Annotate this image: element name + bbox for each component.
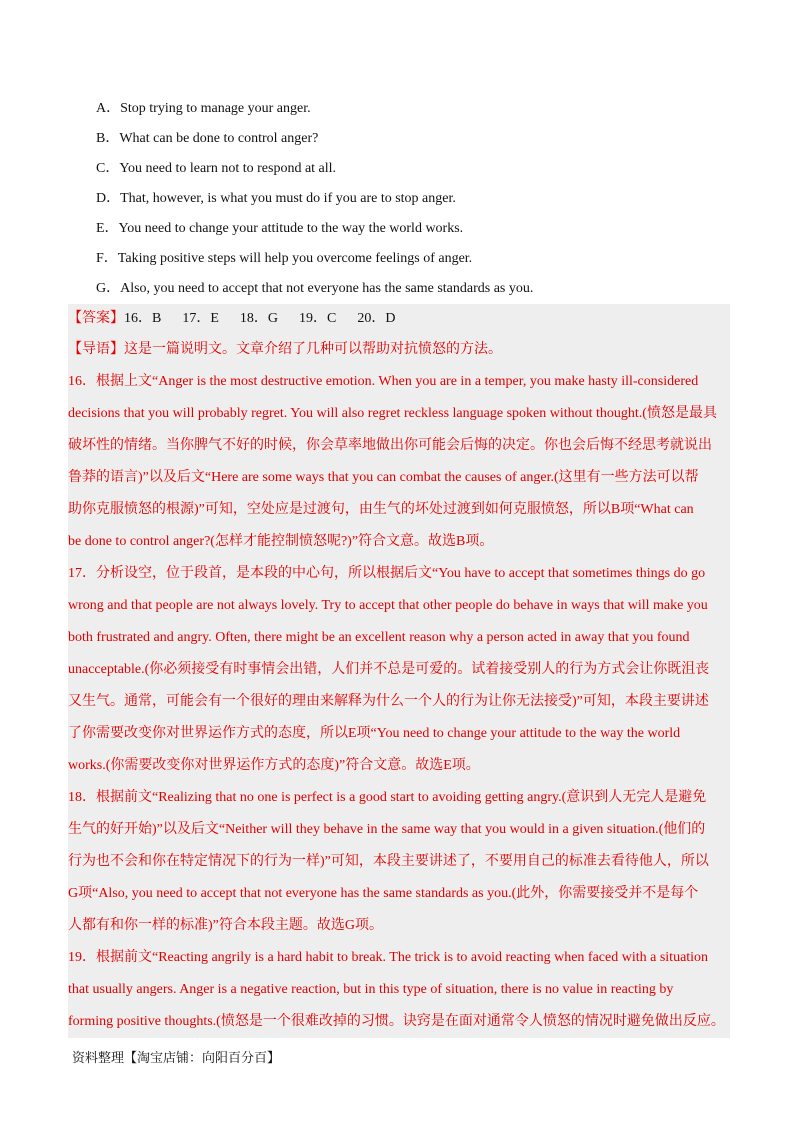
options-list bbox=[96, 94, 736, 304]
explanation-line: 行为也不会和你在特定情况下的行为一样)”可知，本段主要讲述了，不要用自己的标准去看待他人，所以 bbox=[68, 854, 709, 869]
explanation-line: works.(你需要改变你对世界运作方式的态度)”符合文意。故选E项。 bbox=[68, 758, 480, 773]
explanation-line: wrong and that people are not always lovely. Try to accept that other people do behave in ways that will make you bbox=[68, 598, 708, 613]
guide-label: 【导语】 bbox=[68, 342, 124, 357]
answer-label: 【答案】 bbox=[68, 311, 124, 326]
explanation-line: 人都有和你一样的标准)”符合本段主题。故选G项。 bbox=[68, 918, 383, 933]
explanation-line: G项“Also, you need to accept that not everyone has the same standards as you.(此外，你需要接受并不是每个 bbox=[68, 886, 699, 901]
explanation-line: that usually angers. Anger is a negative reaction, but in this type of situation, there is no value in reacting by bbox=[68, 982, 674, 997]
explanation-line: 破坏性的情绪。当你脾气不好的时候，你会草率地做出你可能会后悔的决定。你也会后悔不经思考就说出 bbox=[68, 438, 712, 453]
explanation-line: 鲁莽的语言)”以及后文“Here are some ways that you can combat the causes of anger.(这里有一些方法可以帮 bbox=[68, 470, 699, 485]
guide-line bbox=[68, 334, 730, 366]
page-footer: 资料整理【淘宝店铺：向阳百分百】 bbox=[72, 1051, 281, 1066]
explanation-line: 生气的好开始)”以及后文“Neither will they behave in the same way that you would in a given situation.(他们的 bbox=[68, 822, 706, 837]
explanation-line: 17．分析设空，位于段首，是本段的中心句，所以根据后文“You have to accept that sometimes things do go bbox=[68, 566, 706, 581]
option-d: D．That, however, is what you must do if you are to stop anger. bbox=[96, 191, 456, 206]
explanation-line: 19．根据前文“Reacting angrily is a hard habit to break. The trick is to avoid reacting when faced with a situation bbox=[68, 950, 709, 965]
option-e: E．You need to change your attitude to the way the world works. bbox=[96, 221, 464, 236]
explanation-line: be done to control anger?(怎样才能控制愤怒呢?)”符合文意。故选B项。 bbox=[68, 534, 494, 549]
option-c: C．You need to learn not to respond at all. bbox=[96, 161, 337, 176]
option-g: G．Also, you need to accept that not everyone has the same standards as you. bbox=[96, 281, 534, 296]
explanation-line: 助你克服愤怒的根源)”可知，空处应是过渡句，由生气的坏处过渡到如何克服愤怒，所以B项“What can bbox=[68, 502, 694, 517]
explanation-line: unacceptable.(你必须接受有时事情会出错，人们并不总是可爱的。试着接受别人的行为方式会让你既沮丧 bbox=[68, 662, 710, 677]
explanation-line: forming positive thoughts.(愤怒是一个很难改掉的习惯。诀窍是在面对通常令人愤怒的情况时避免做出反应。 bbox=[68, 1014, 725, 1029]
explanation-line: 18．根据前文“Realizing that no one is perfect is a good start to avoiding getting angry.(意识到人无完人是避免 bbox=[68, 790, 707, 805]
explanation-line: 又生气。通常，可能会有一个很好的理由来解释为什么一个人的行为让你无法接受)”可知，本段主要讲述 bbox=[68, 694, 709, 709]
option-f: F．Taking positive steps will help you overcome feelings of anger. bbox=[96, 251, 473, 266]
explanation-line: 16．根据上文“Anger is the most destructive emotion. When you are in a temper, you make hasty ill-considered bbox=[68, 374, 699, 389]
guide-text: 这是一篇说明文。文章介绍了几种可以帮助对抗愤怒的方法。 bbox=[124, 342, 502, 357]
answer-line bbox=[68, 304, 730, 334]
answer-text: 16．B 17．E 18．G 19．C 20．D bbox=[124, 311, 396, 326]
option-a: A．Stop trying to manage your anger. bbox=[96, 101, 311, 116]
explanation-line: 了你需要改变你对世界运作方式的态度，所以E项“You need to change your attitude to the way the world bbox=[68, 726, 681, 741]
option-b: B．What can be done to control anger? bbox=[96, 131, 319, 146]
explanation-line: both frustrated and angry. Often, there might be an excellent reason why a person acted in away that you found bbox=[68, 630, 690, 645]
explanation-line: decisions that you will probably regret. You will also regret reckless language spoken without thought.(愤怒是最具 bbox=[68, 406, 717, 421]
answer-block bbox=[68, 304, 730, 1038]
